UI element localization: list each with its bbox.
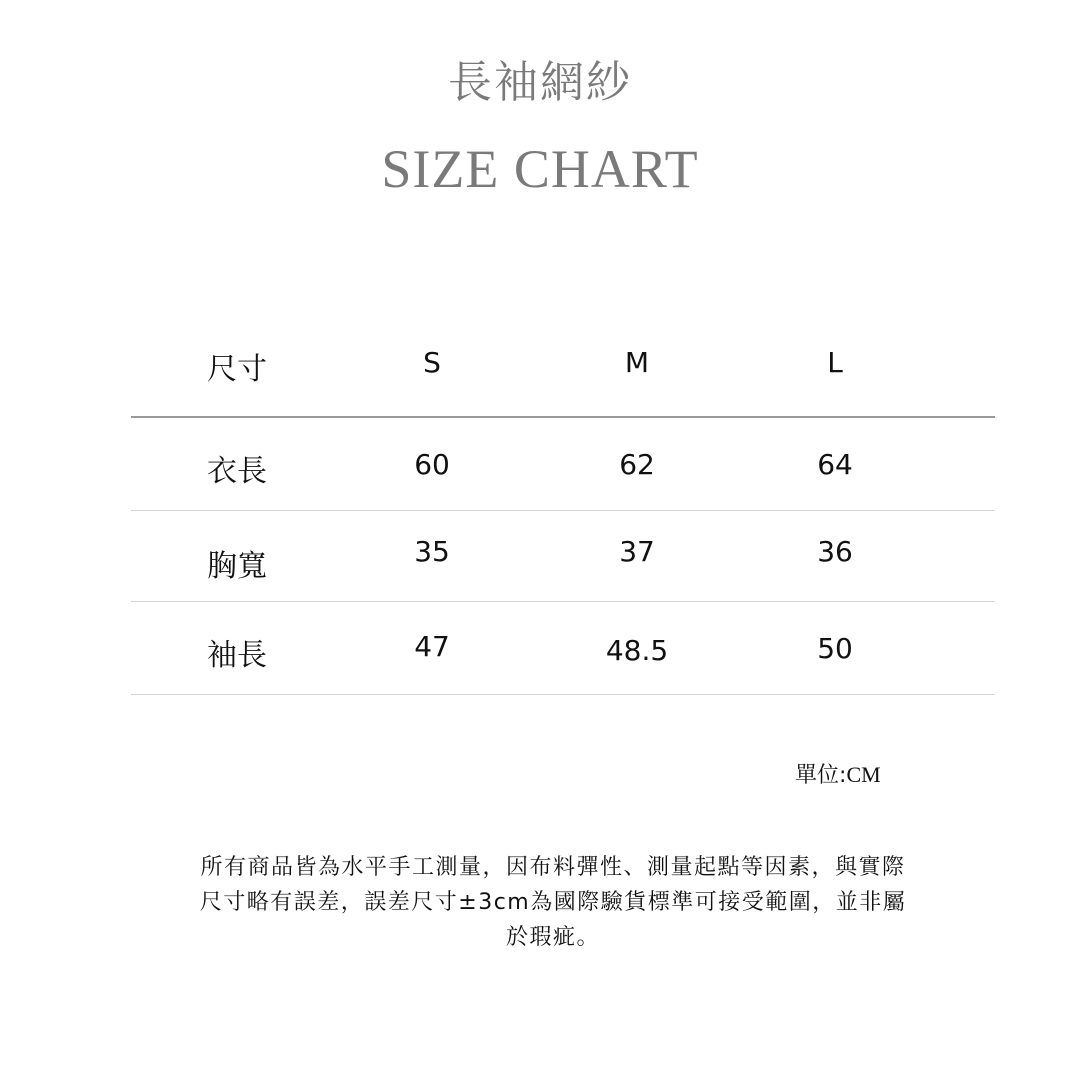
cell-length-m: 62 xyxy=(619,448,655,481)
table-row xyxy=(131,511,995,602)
cell-sleeve-m: 48.5 xyxy=(605,634,669,667)
cell-sleeve-l: 50 xyxy=(817,632,853,665)
unit-separator: : xyxy=(839,763,847,788)
disclaimer-line: 尺寸略有誤差，誤差尺寸±3cm為國際驗貨標準可接受範圍，並非屬 xyxy=(199,890,907,915)
disclaimer-line: 於瑕疵。 xyxy=(505,925,600,950)
unit-label: 單位 xyxy=(795,763,840,788)
title-chinese: 長袖網紗 xyxy=(448,57,632,108)
unit-note xyxy=(795,758,881,789)
cell-length-s: 60 xyxy=(414,448,450,481)
table-row xyxy=(131,418,995,511)
cell-chest-l: 36 xyxy=(817,535,853,568)
cell-sleeve-s: 47 xyxy=(414,630,450,663)
row-label-length: 衣長 xyxy=(207,454,267,489)
table-header-row xyxy=(131,320,995,418)
title-size-chart: SIZE CHART xyxy=(381,139,699,199)
cell-chest-m: 37 xyxy=(619,535,655,568)
size-table xyxy=(131,320,995,695)
row-label-chest: 胸寬 xyxy=(207,549,267,584)
header-size-s: S xyxy=(423,346,441,379)
table-row xyxy=(131,602,995,695)
row-label-sleeve: 袖長 xyxy=(207,638,267,673)
disclaimer-line: 所有商品皆為水平手工測量，因布料彈性、測量起點等因素，與實際 xyxy=(200,855,906,880)
cell-chest-s: 35 xyxy=(414,535,450,568)
header-size-l: L xyxy=(827,346,843,379)
measurement-disclaimer xyxy=(180,850,926,955)
header-size-m: M xyxy=(624,346,650,379)
cell-length-l: 64 xyxy=(817,448,853,481)
unit-value: CM xyxy=(846,762,881,787)
header-label: 尺寸 xyxy=(207,352,267,387)
